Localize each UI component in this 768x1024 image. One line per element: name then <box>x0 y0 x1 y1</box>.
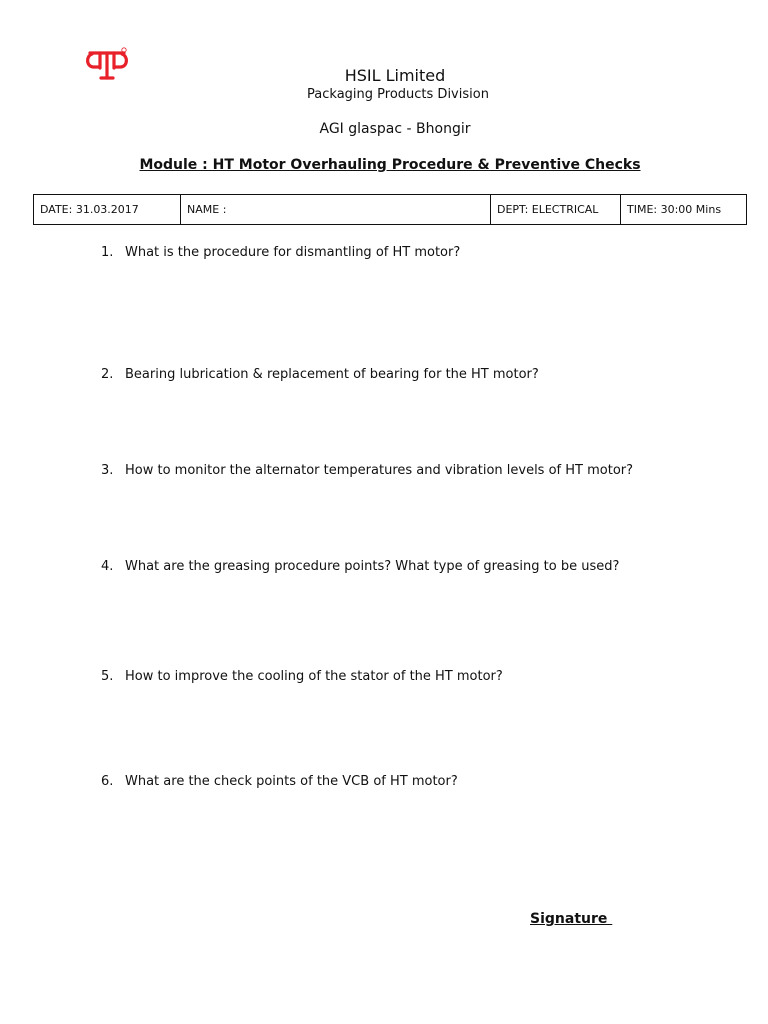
question-5 <box>101 669 503 684</box>
question-number: 5. <box>101 669 114 684</box>
question-number: 2. <box>101 367 114 382</box>
question-4 <box>101 559 619 574</box>
company-name: HSIL Limited <box>344 66 446 85</box>
question-text: How to improve the cooling of the stator of the HT motor? <box>125 669 503 684</box>
dept-cell: DEPT: ELECTRICAL <box>491 195 621 225</box>
question-number: 3. <box>101 463 114 478</box>
question-text: What are the check points of the VCB of HT motor? <box>125 774 458 789</box>
question-1 <box>101 245 460 260</box>
question-2 <box>101 367 539 382</box>
time-cell: TIME: 30:00 Mins <box>621 195 747 225</box>
question-6 <box>101 774 458 789</box>
question-number: 6. <box>101 774 114 789</box>
question-text: What is the procedure for dismantling of HT motor? <box>125 245 461 260</box>
info-row <box>34 195 747 225</box>
question-text: How to monitor the alternator temperatures and vibration levels of HT motor? <box>125 463 634 478</box>
question-text: What are the greasing procedure points? What type of greasing to be used? <box>125 559 620 574</box>
signature-label: Signature <box>530 911 613 927</box>
question-text: Bearing lubrication & replacement of bearing for the HT motor? <box>125 367 539 382</box>
name-cell[interactable]: NAME : <box>181 195 491 225</box>
division-name: Packaging Products Division <box>307 87 489 102</box>
question-3 <box>101 463 633 478</box>
info-table <box>33 194 747 225</box>
question-number: 4. <box>101 559 114 574</box>
date-cell: DATE: 31.03.2017 <box>34 195 181 225</box>
plant-name: AGI glaspac - Bhongir <box>319 121 471 137</box>
module-title: Module : HT Motor Overhauling Procedure & Preventive Checks <box>139 157 641 173</box>
question-number: 1. <box>101 245 114 260</box>
